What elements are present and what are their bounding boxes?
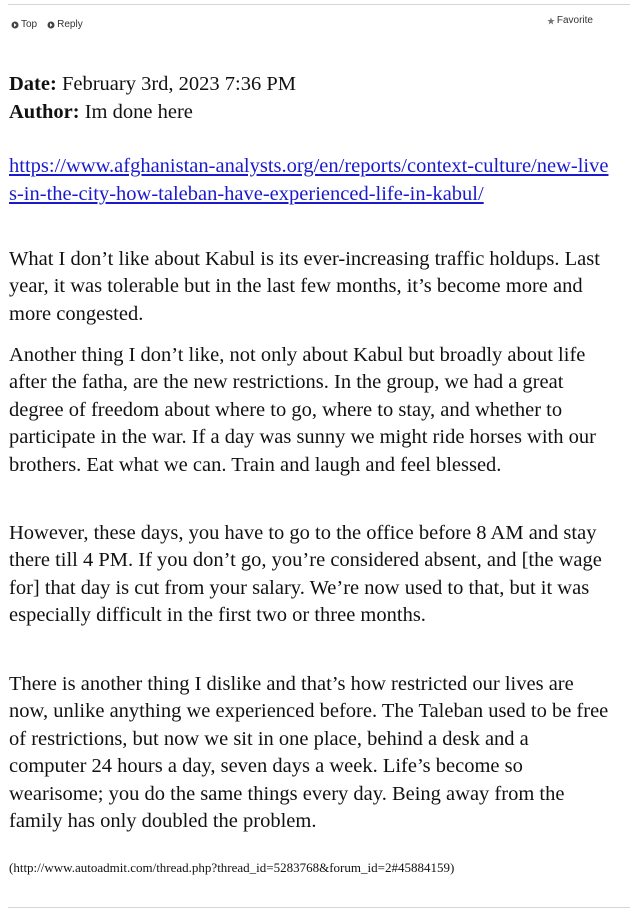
date-value: February 3rd, 2023 7:36 PM — [61, 73, 296, 95]
author-label: Author: — [9, 101, 80, 123]
reply-link[interactable] — [47, 19, 83, 30]
post-paragraph-1: What I don’t like about Kabul is its ever-increasing traffic holdups. Last year, it was tolerable but in the last few months, it’s become more and more congested. — [9, 248, 600, 325]
post-paragraph-2: Another thing I don’t like, not only about Kabul but broadly about life after the fatha, are the new restrictions. In the group, we had a great degree of freedom about where to go, where to stay, and whether to participate in the war. If a day was sunny we might ride horses with our brothers. Eat what we can. Train and laugh and feel blessed. — [9, 344, 596, 476]
top-divider — [8, 4, 630, 5]
favorite-label: Favorite — [556, 15, 593, 26]
bullet-arrow-icon — [11, 21, 19, 29]
post-nav — [11, 19, 83, 30]
post-paragraph-4: There is another thing I dislike and that’s how restricted our lives are now, unlike anything we experienced before. The Taleban used to be free of restrictions, but now we sit in one place, behind a desk and a computer 24 hours a day, seven days a week. Life’s become so wearisome; you do the same things every day. Being away from the family has only doubled the problem. — [9, 673, 609, 833]
star-icon — [547, 17, 555, 25]
date-line — [9, 70, 296, 98]
reply-link-label: Reply — [57, 19, 83, 30]
article-link[interactable]: https://www.afghanistan-analysts.org/en/reports/context-culture/new-lives-in-the-city-how-taleban-have-experienced-life-in-kabul/ — [9, 155, 609, 205]
bullet-arrow-icon — [47, 21, 55, 29]
author-line — [9, 98, 296, 126]
bottom-divider — [8, 907, 630, 908]
top-link-label: Top — [21, 19, 38, 30]
date-label: Date: — [9, 73, 57, 95]
thread-source-url[interactable]: (http://www.autoadmit.com/thread.php?thread_id=5283768&forum_id=2#45884159) — [9, 860, 455, 875]
post-paragraph-3: However, these days, you have to go to the office before 8 AM and stay there till 4 PM. If you don’t go, you’re considered absent, and [the wage for] that day is cut from your salary. We’re now used to that, but it was especially difficult in the first two or three months. — [9, 522, 602, 627]
top-link[interactable] — [11, 19, 37, 30]
author-value: Im done here — [84, 101, 193, 123]
post-meta — [9, 70, 296, 126]
favorite-link[interactable] — [547, 15, 593, 26]
